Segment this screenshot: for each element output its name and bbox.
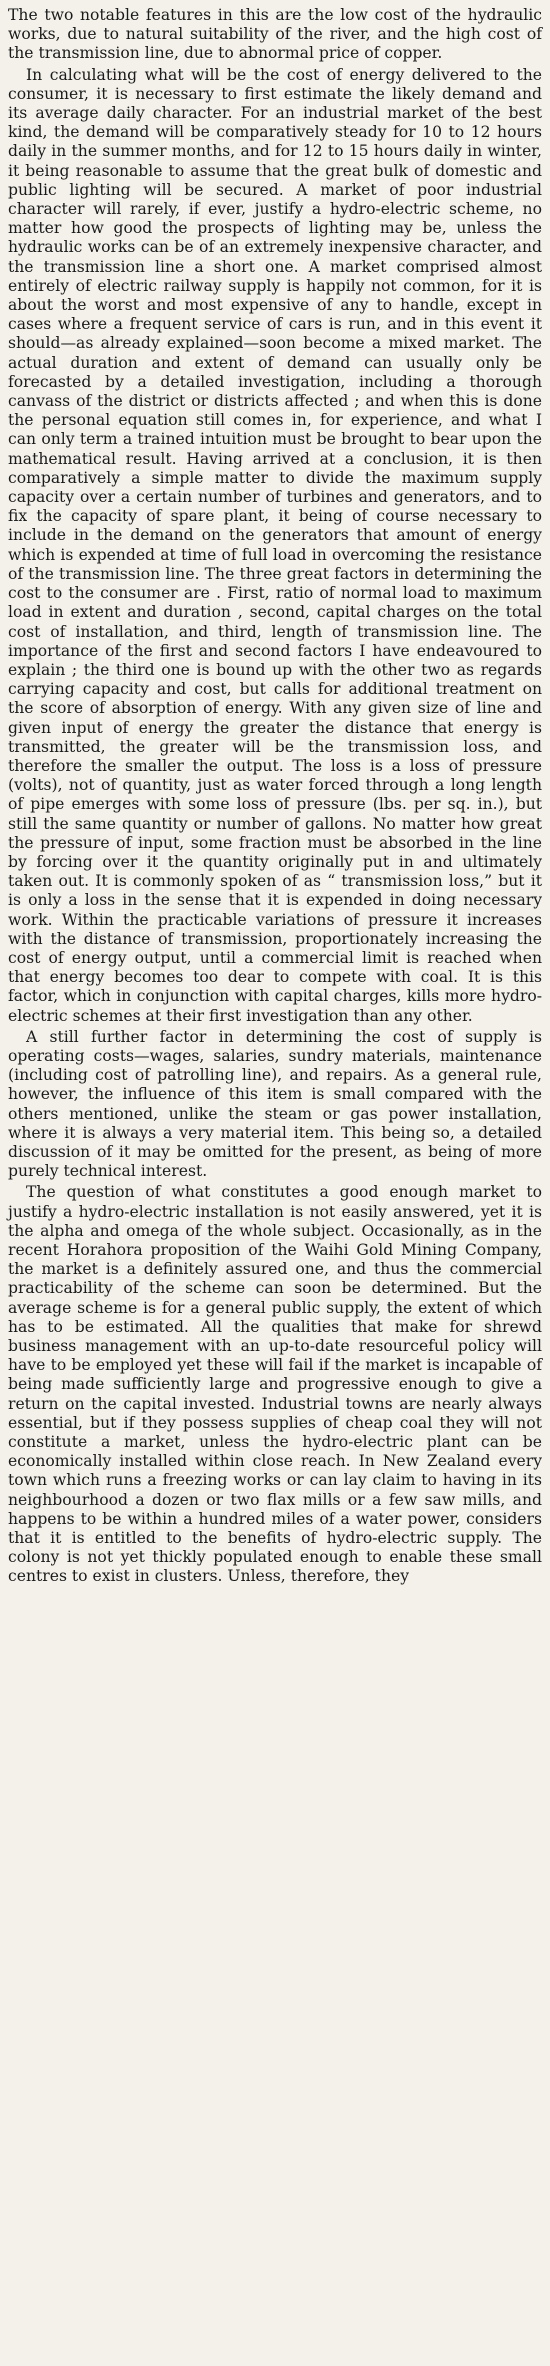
paragraph-cost-of-energy: In calculating what will be the cost of energy delivered to the consumer, it is necessary to first estimate the likely demand and its average daily character. For an industrial market of the best kind, the demand will be comparatively steady for 10 to 12 hours daily in the summer months, and for 12 to 15 hours daily in winter, it being reasonable to assume that the great bulk of domestic and public lighting will be secured. A market of poor industrial character will rarely, if ever, justify a hydro-electric scheme, no matter how good the prospects of lighting may be, unless the hydraulic works can be of an extremely inexpensive character, and the transmission line a short one. A market comprised almost entirely of electric railway supply is happily not common, for it is about the worst and most expensive of any to handle, except in cases where a frequent service of cars is run, and in this event it should—as already explained—soon become a mixed market. The actual duration and extent of demand can usually only be forecasted by a detailed investigation, including a thorough canvass of the district or districts affected ; and when this is done the personal equation still comes in, for experience, and what I can only term a trained intuition must be brought to bear upon the mathematical result. Having arrived at a conclusion, it is then comparatively a simple matter to divide the maximum supply capacity over a certain number of turbines and generators, and to fix the capacity of spare plant, it being of course necessary to include in the demand on the generators that amount of energy which is expended at time of full load in overcoming the resistance of the transmission line. The three great factors in determining the cost to the consumer are . First, ratio of normal load to maximum load in extent and duration , second, capital charges on the total cost of installation, and third, length of transmission line. The importance of the first and second factors I have endeavoured to explain ; the third one is bound up with the other two as regards carrying capacity and cost, but calls for additional treatment on the score of absorption of energy. With any given size of line and given input of energy the greater the distance that energy is transmitted, the greater will be the transmission loss, and therefore the smaller the output. The loss is a loss of pressure (volts), not of quantity, just as water forced through a long length of pipe emerges with some loss of pressure (lbs. per sq. in.), but still the same quantity or number of gallons. No matter how great the pressure of input, some fraction must be absorbed in the line by forcing over it the quantity originally put in and ultimately taken out. It is commonly spoken of as “ transmission loss,” but it is only a loss in the sense that it is expended in doing necessary work. Within the practicable variations of pressure it increases with the distance of transmission, proportionately increasing the cost of energy output, until a commercial limit is reached when that energy becomes too dear to compete with coal. It is this factor, which in conjunction with capital charges, kills more hydro-electric schemes at their first investigation than any other. [8, 65, 542, 1025]
paragraph-operating-costs: A still further factor in determining the cost of supply is operating costs—wages, salaries, sundry materials, maintenance (including cost of patrolling line), and repairs. As a general rule, however, the influence of this item is small compared with the others mentioned, unlike the steam or gas power installation, where it is always a very material item. This being so, a detailed discussion of it may be omitted for the present, as being of more purely technical interest. [8, 1027, 542, 1181]
paragraph-market-question: The question of what constitutes a good enough market to justify a hydro-electric installation is not easily answered, yet it is the alpha and omega of the whole subject. Occasionally, as in the recent Horahora proposition of the Waihi Gold Mining Company, the market is a definitely assured one, and thus the commercial practicability of the scheme can soon be determined. But the average scheme is for a general public supply, the extent of which has to be estimated. All the qualities that make for shrewd business management with an up-to-date resourceful policy will have to be employed yet these will fail if the market is incapable of being made sufficiently large and progressive enough to give a return on the capital invested. Industrial towns are nearly always essential, but if they possess supplies of cheap coal they will not constitute a market, unless the hydro-electric plant can be economically installed within close reach. In New Zealand every town which runs a freezing works or can lay claim to having in its neighbourhood a dozen or two flax mills or a few saw mills, and happens to be within a hundred miles of a water power, considers that it is entitled to the benefits of hydro-electric supply. The colony is not yet thickly populated enough to enable these small centres to exist in clusters. Unless, therefore, they [8, 1183, 542, 1586]
paragraph-transmission-features: The two notable features in this are the low cost of the hydraulic works, due to natural suitability of the river, and the high cost of the transmission line, due to abnormal price of copper. [8, 6, 542, 63]
